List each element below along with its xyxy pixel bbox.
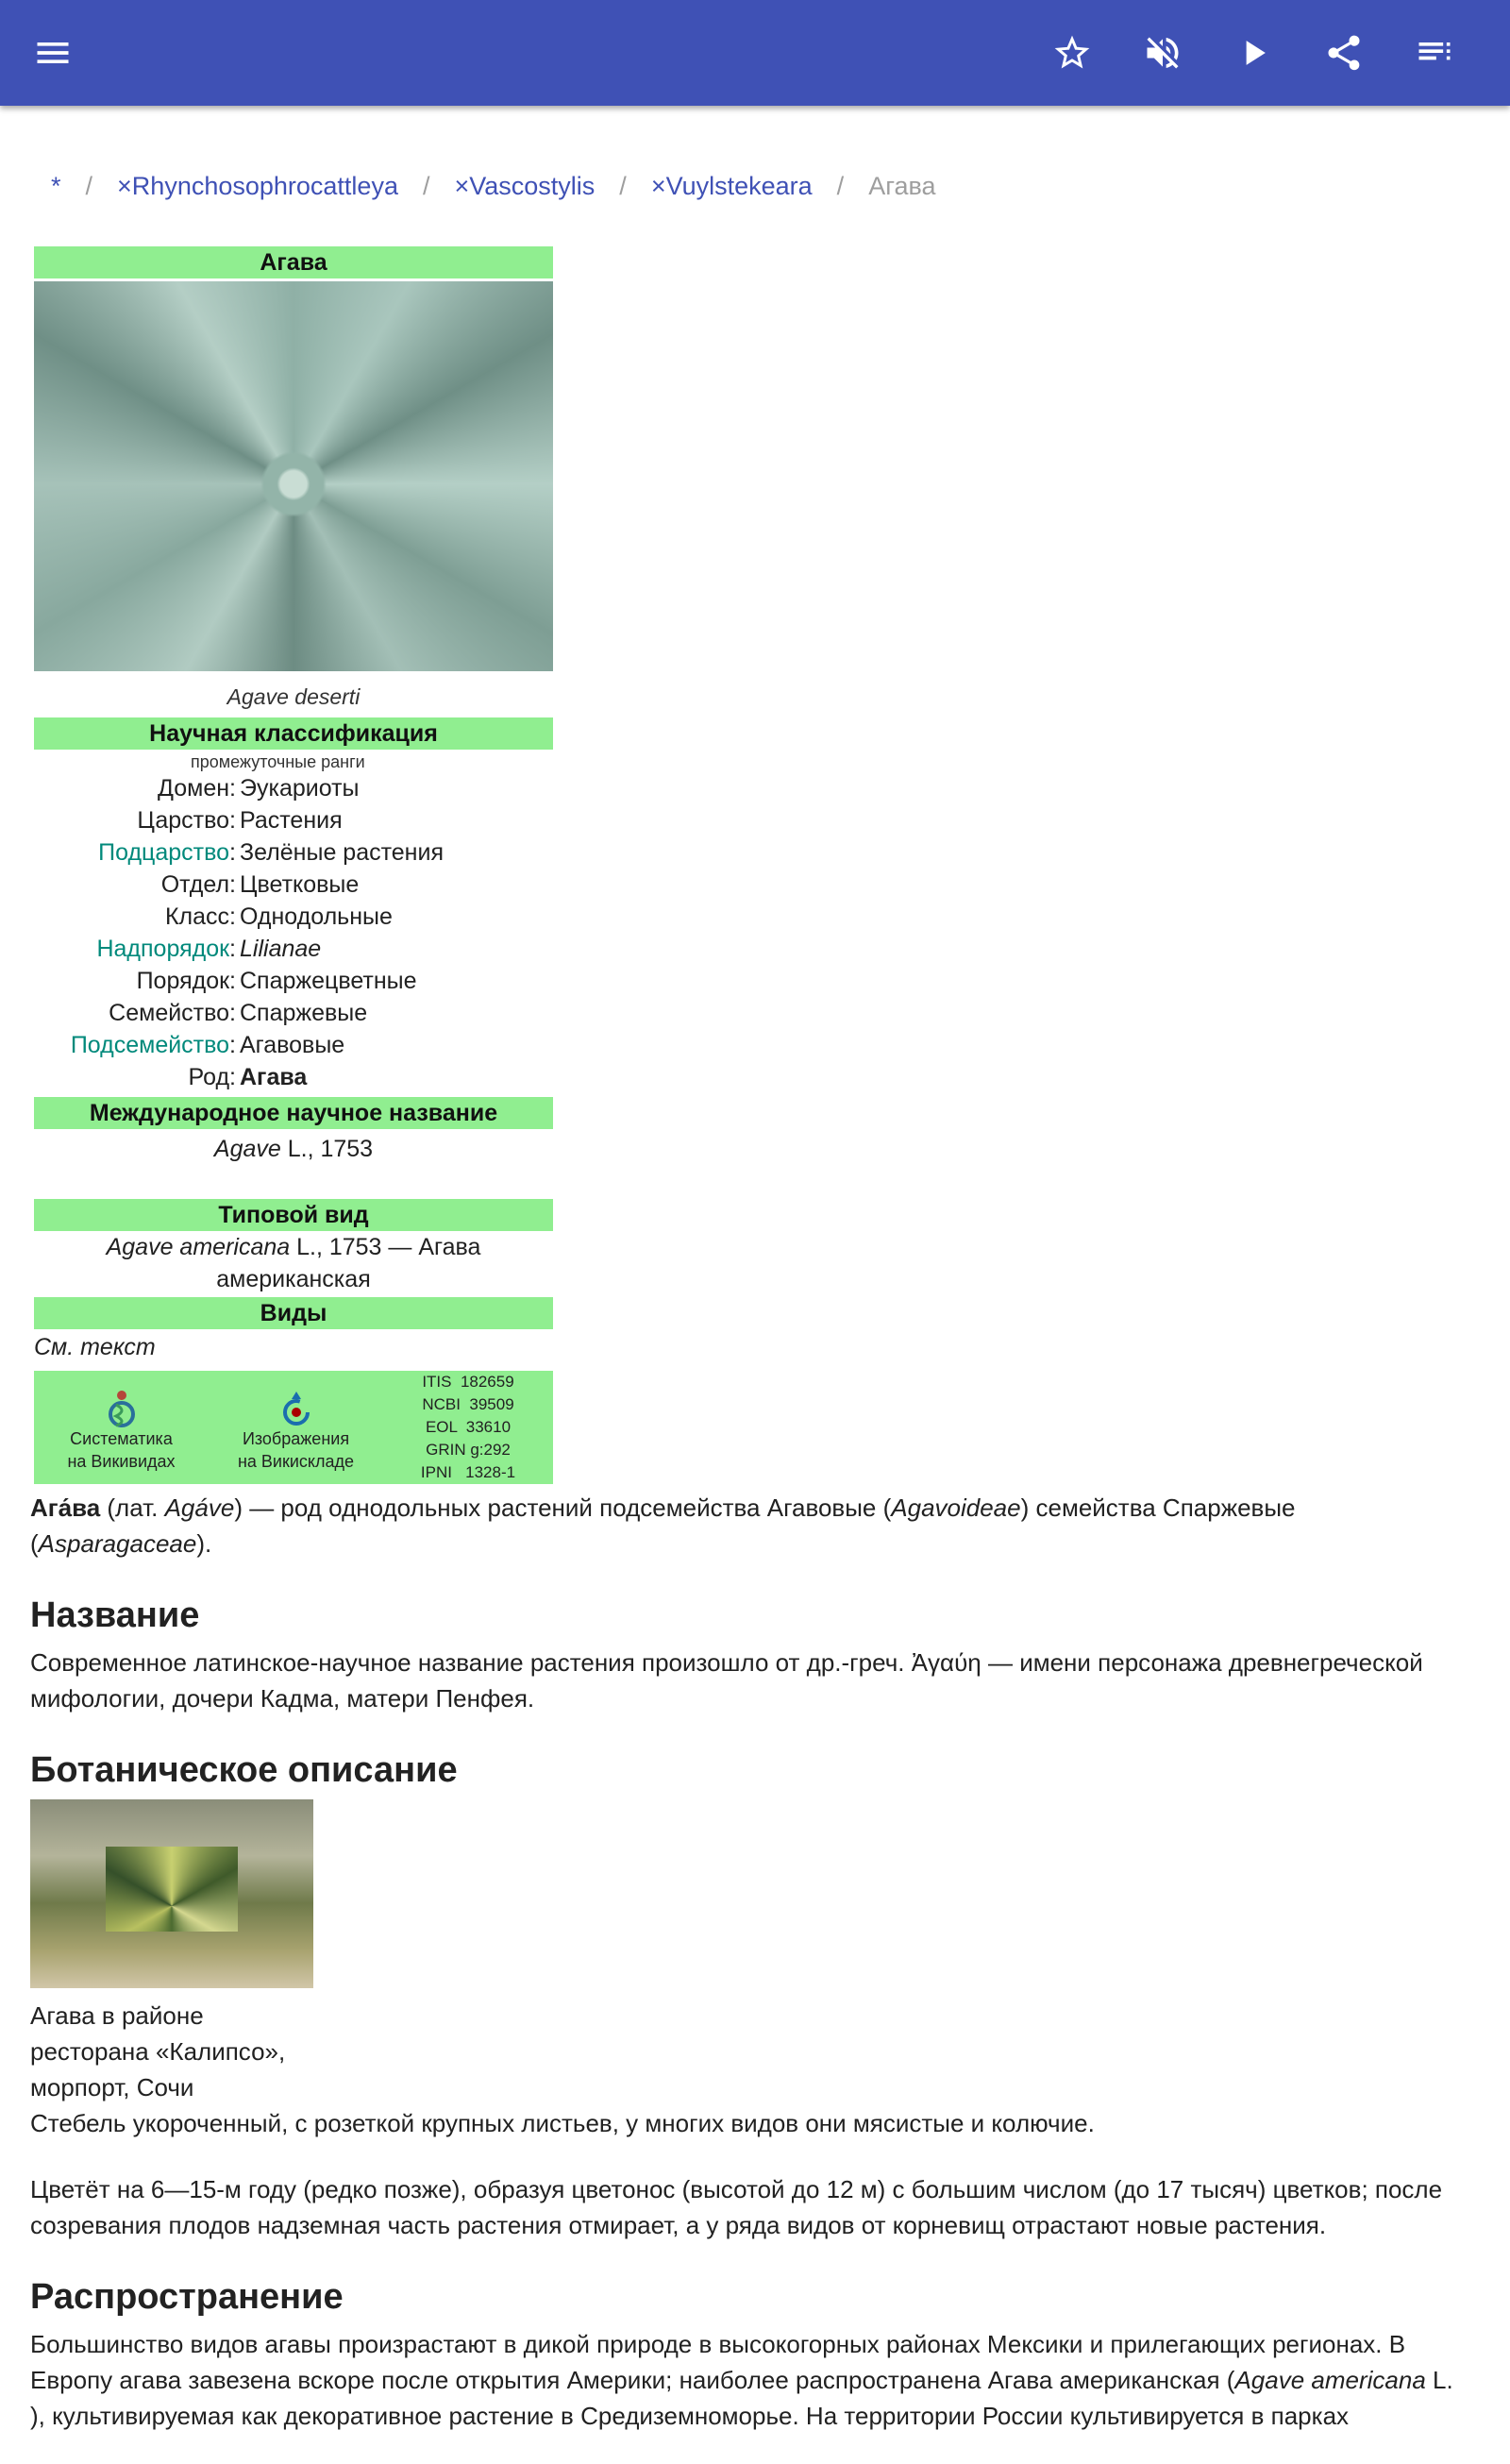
classification-table — [34, 750, 553, 1097]
latin: Agavoideae — [891, 1494, 1021, 1522]
rank-label-cell: Домен: — [158, 775, 236, 802]
text: ) семейства Спаржевые ( — [30, 1494, 1296, 1558]
image-caption: Agave deserti — [226, 684, 361, 709]
rank-label[interactable]: Надпорядок — [96, 936, 230, 962]
latin: Agáve — [164, 1494, 235, 1522]
type-species-name[interactable]: Agave americana — [106, 1234, 291, 1260]
taxon-id[interactable]: NCBI 39509 — [422, 1395, 514, 1413]
article-body — [30, 1490, 1474, 2434]
section-heading-botanical: Ботаническое описание — [30, 1750, 458, 1790]
rank-value: Lilianae — [240, 936, 322, 962]
rank-label-cell: Царство: — [137, 807, 236, 834]
agave-image[interactable] — [34, 281, 553, 671]
section-heading-name: Название — [30, 1595, 200, 1635]
type-species — [34, 1231, 553, 1295]
classification-row — [34, 997, 553, 1029]
breadcrumb-link[interactable]: * — [51, 172, 61, 200]
rank-label: Порядок — [136, 968, 230, 994]
rank-label: Семейство — [109, 1000, 230, 1026]
text: ) — род однодольных растений подсемейства Агавовые ( — [234, 1494, 892, 1522]
taxon-id[interactable]: EOL 33610 — [425, 1418, 512, 1436]
caption-line: Агава в районе — [30, 2001, 204, 2030]
intl-name — [34, 1129, 553, 1199]
rank-label-cell: Класс: — [164, 903, 236, 930]
botanical-paragraph: Стебель укороченный, с розеткой крупных листьев, у многих видов они мясистые и колючие. — [30, 2109, 1095, 2137]
rank-value: Спаржевые — [240, 1000, 368, 1026]
commons-icon — [280, 1390, 312, 1427]
caption-line: ресторана «Калипсо», — [30, 2037, 286, 2066]
classification-row — [34, 901, 553, 933]
text: Большинство видов агавы произрастают в дикой природе в высокогорных районах Мексики и прилегающих регионах. В Европу агава завезена вскоре после открытия Америки; наиболее распространена Агава американская ( — [30, 2330, 1406, 2394]
text: L. ), культивируемая как декоративное растение в Средиземноморье. На территории России культивируется в парках — [30, 2366, 1453, 2430]
taxobox — [34, 246, 553, 1484]
classification-row — [34, 965, 553, 997]
wikispecies-label: на Викивидах — [67, 1452, 176, 1471]
rank-label: Класс — [164, 903, 230, 930]
term: Ага́ва — [30, 1494, 101, 1522]
section-heading-distribution: Распространение — [30, 2277, 344, 2317]
rank-label: Царство — [137, 807, 230, 834]
rank-value: Растения — [240, 807, 343, 834]
menu-icon[interactable] — [26, 26, 79, 79]
taxobox-links — [34, 1371, 553, 1484]
commons-link[interactable] — [209, 1371, 383, 1484]
share-icon[interactable] — [1317, 26, 1370, 79]
play-icon[interactable] — [1227, 26, 1280, 79]
classification-row — [34, 869, 553, 901]
intermediate-ranks-note: промежуточные ранги — [191, 752, 365, 771]
rank-label-cell: Подцарство: — [98, 839, 236, 866]
distribution-paragraph — [30, 2326, 1474, 2434]
taxon-identifiers — [383, 1371, 553, 1484]
text: ). — [196, 1529, 212, 1558]
caption-line: морпорт, Сочи — [30, 2073, 194, 2101]
type-species-header: Типовой вид — [34, 1199, 553, 1231]
classification-row — [34, 1029, 553, 1061]
rank-value: Эукариоты — [240, 775, 360, 802]
app-bar — [0, 0, 1510, 106]
volume-off-icon[interactable] — [1136, 26, 1189, 79]
botanical-paragraph: Цветёт на 6—15-м году (редко позже), образуя цветонос (высотой до 12 м) с большим числом (до 17 тысяч) цветков; после созревания плодов надземная часть растения отмирает, а у ряда видов от корневищ отрастают новые растения. — [30, 2175, 1443, 2239]
image-caption — [30, 1998, 1474, 2105]
classification-row — [34, 836, 553, 869]
intl-name-header: Международное научное название — [34, 1097, 553, 1129]
rank-label: Род — [188, 1064, 230, 1090]
breadcrumb-separator: / — [836, 172, 845, 200]
wikispecies-link[interactable] — [34, 1371, 209, 1484]
intro-paragraph — [30, 1490, 1474, 1561]
classification-row — [34, 1061, 553, 1093]
rank-value: Однодольные — [240, 903, 393, 930]
text: (лат. — [100, 1494, 165, 1522]
breadcrumb — [51, 168, 936, 204]
name-paragraph: Современное латинское-научное название растения произошло от др.-греч. Ἀγαύη — имени персонажа древнегреческой мифологии, дочери Кадма, матери Пенфея. — [30, 1648, 1423, 1713]
rank-label-cell: Отдел: — [160, 871, 236, 898]
star-icon[interactable] — [1046, 26, 1099, 79]
page-content — [0, 246, 1510, 2464]
rank-value: Зелёные растения — [240, 839, 444, 866]
rank-label: Отдел — [160, 871, 230, 898]
rank-label[interactable]: Подцарство — [98, 839, 230, 866]
commons-label: на Викискладе — [237, 1452, 355, 1471]
rank-value: Цветковые — [240, 871, 360, 898]
wikispecies-label: Систематика — [70, 1429, 173, 1448]
taxon-id[interactable]: ITIS 182659 — [422, 1373, 514, 1391]
breadcrumb-link[interactable]: ×Vuylstekeara — [650, 172, 813, 200]
classification-row — [34, 804, 553, 836]
taxon-id[interactable]: GRIN g:292 — [426, 1441, 511, 1459]
rank-value: Спаржецветные — [240, 968, 417, 994]
classification-row — [34, 772, 553, 804]
latin: Agave americana — [1234, 2366, 1426, 2394]
rank-label-cell: Подсемейство: — [70, 1032, 236, 1058]
species-header: Виды — [34, 1297, 553, 1329]
type-species-rest: L., 1753 — Агава американская — [216, 1234, 481, 1292]
breadcrumb-link[interactable]: ×Rhynchosophrocattleya — [117, 172, 398, 200]
breadcrumb-link[interactable]: ×Vascostylis — [454, 172, 596, 200]
latin: Asparagaceae — [38, 1529, 197, 1558]
commons-label: Изображения — [242, 1429, 350, 1448]
rank-value: Агавовые — [240, 1032, 345, 1058]
rank-value: Агава — [240, 1064, 308, 1090]
classification-header: Научная классификация — [34, 717, 553, 750]
rank-label-cell: Род: — [188, 1064, 236, 1090]
breadcrumb-separator: / — [422, 172, 430, 200]
rank-label[interactable]: Подсемейство — [70, 1032, 230, 1058]
classification-row — [34, 933, 553, 965]
playlist-icon[interactable] — [1408, 26, 1461, 79]
breadcrumb-separator: / — [85, 172, 93, 200]
rank-label-cell: Порядок: — [136, 968, 236, 994]
agave-sochi-image[interactable] — [30, 1799, 313, 1988]
rank-label-cell: Надпорядок: — [96, 936, 236, 962]
breadcrumb-current: Агава — [868, 172, 936, 200]
genus-name: Agave — [213, 1136, 281, 1162]
rank-label-cell: Семейство: — [109, 1000, 236, 1026]
wikispecies-icon — [106, 1390, 138, 1427]
species-text: См. текст — [34, 1334, 156, 1360]
taxon-id[interactable]: IPNI 1328-1 — [420, 1463, 516, 1481]
rank-label: Домен — [158, 775, 230, 802]
taxobox-title: Агава — [34, 246, 553, 278]
breadcrumb-separator: / — [619, 172, 627, 200]
author: L., 1753 — [280, 1136, 374, 1162]
